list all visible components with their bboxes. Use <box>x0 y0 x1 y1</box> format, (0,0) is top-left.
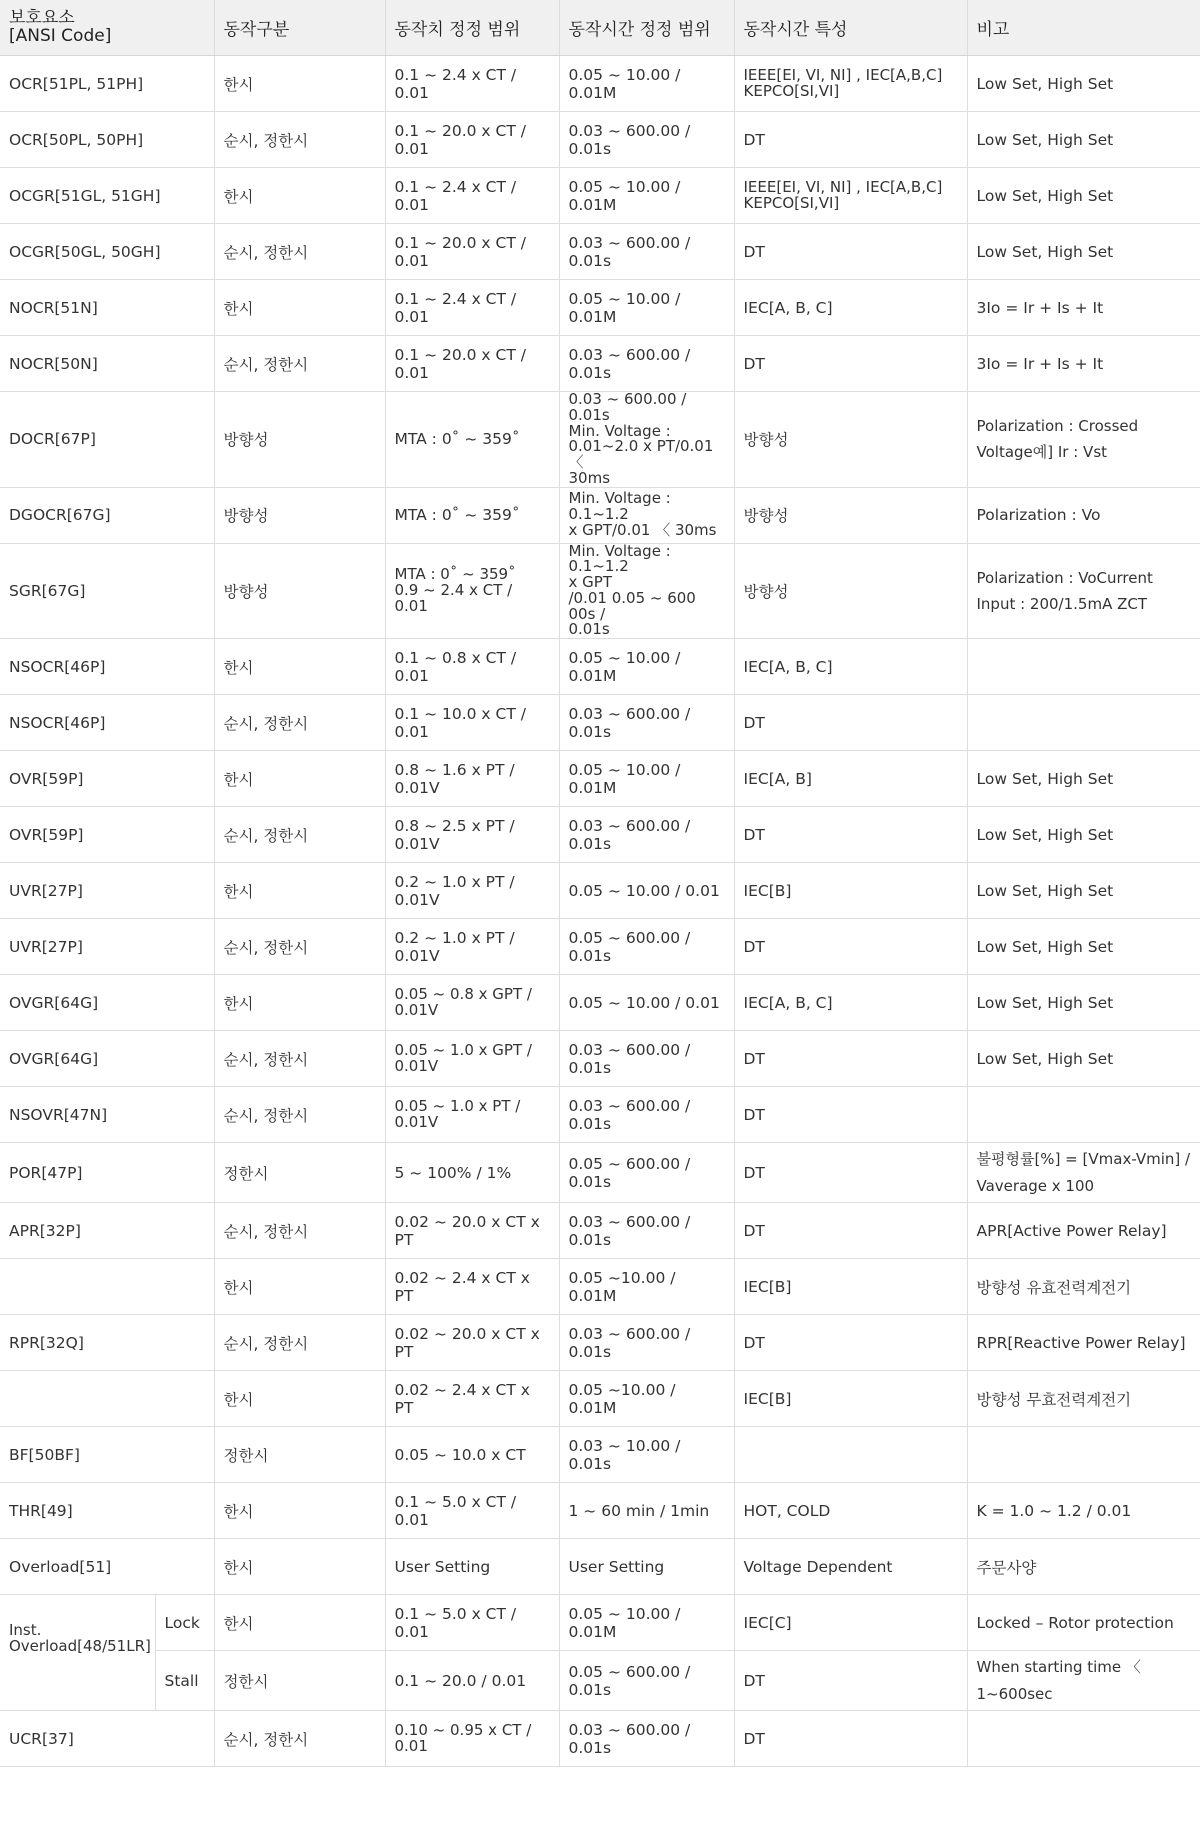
cell-time: 0.03 ~ 600.00 / 0.01s <box>559 224 734 280</box>
cell-type: 정한시 <box>214 1143 385 1203</box>
cell-range: 0.05 ~ 1.0 x GPT / 0.01V <box>385 1031 559 1087</box>
cell-range: 0.10 ~ 0.95 x CT / 0.01 <box>385 1711 559 1767</box>
cell-characteristic: IEC[A, B] <box>734 751 967 807</box>
cell-type: 한시 <box>214 863 385 919</box>
cell-remark: Low Set, High Set <box>967 863 1200 919</box>
cell-type: 순시, 정한시 <box>214 1031 385 1087</box>
table-row <box>0 56 1200 112</box>
table-row <box>0 1427 1200 1483</box>
cell-range: 0.02 ~ 20.0 x CT x PT <box>385 1203 559 1259</box>
cell-time: 0.05 ~ 10.00 / 0.01M <box>559 639 734 695</box>
cell-remark: RPR[Reactive Power Relay] <box>967 1315 1200 1371</box>
cell-type: 한시 <box>214 1483 385 1539</box>
table-row <box>0 1371 1200 1427</box>
cell-time: 0.05 ~ 600.00 / 0.01s <box>559 1651 734 1711</box>
cell-element: UCR[37] <box>0 1711 214 1767</box>
cell-type: 한시 <box>214 751 385 807</box>
header-type: 동작구분 <box>214 0 385 56</box>
cell-type: 방향성 <box>214 543 385 639</box>
cell-sub: Lock <box>155 1595 214 1651</box>
cell-time: 0.03 ~ 600.00 / 0.01s <box>559 336 734 392</box>
cell-element: NSOVR[47N] <box>0 1087 214 1143</box>
cell-element <box>0 1371 214 1427</box>
cell-characteristic: Voltage Dependent <box>734 1539 967 1595</box>
cell-type: 한시 <box>214 1259 385 1315</box>
cell-range: 0.02 ~ 20.0 x CT x PT <box>385 1315 559 1371</box>
cell-element: OVGR[64G] <box>0 1031 214 1087</box>
cell-characteristic: IEC[A, B, C] <box>734 639 967 695</box>
cell-characteristic: DT <box>734 336 967 392</box>
table-row <box>0 1711 1200 1767</box>
cell-remark: K = 1.0 ~ 1.2 / 0.01 <box>967 1483 1200 1539</box>
cell-time: 0.03 ~ 600.00 / 0.01s <box>559 1031 734 1087</box>
cell-remark: 3Io = Ir + Is + It <box>967 280 1200 336</box>
table-row <box>0 112 1200 168</box>
cell-remark: Polarization : Vo <box>967 487 1200 543</box>
cell-element: OCR[50PL, 50PH] <box>0 112 214 168</box>
cell-type: 순시, 정한시 <box>214 695 385 751</box>
cell-time: 0.05 ~ 600.00 / 0.01s <box>559 1143 734 1203</box>
cell-time: Min. Voltage : 0.1~1.2 x GPT/0.01 〈 30ms <box>559 487 734 543</box>
cell-time: 0.03 ~ 600.00 / 0.01s Min. Voltage : 0.01~2.0 x PT/0.01 〈 30ms <box>559 392 734 488</box>
cell-type: 순시, 정한시 <box>214 224 385 280</box>
cell-range: 0.02 ~ 2.4 x CT x PT <box>385 1259 559 1315</box>
cell-remark <box>967 1711 1200 1767</box>
cell-characteristic: DT <box>734 112 967 168</box>
cell-characteristic: IEC[A, B, C] <box>734 280 967 336</box>
table-row <box>0 1483 1200 1539</box>
table-row <box>0 487 1200 543</box>
cell-remark: 불평형률[%] = [Vmax-Vmin] / Vaverage x 100 <box>967 1143 1200 1203</box>
cell-remark <box>967 639 1200 695</box>
header-element: 보호요소 [ANSI Code] <box>0 0 214 56</box>
table-row <box>0 280 1200 336</box>
cell-element <box>0 1259 214 1315</box>
table-row <box>0 1315 1200 1371</box>
cell-range: 0.1 ~ 20.0 / 0.01 <box>385 1651 559 1711</box>
cell-element: NOCR[51N] <box>0 280 214 336</box>
table-row <box>0 639 1200 695</box>
cell-element: UVR[27P] <box>0 919 214 975</box>
table-row <box>0 1031 1200 1087</box>
cell-characteristic: 방향성 <box>734 392 967 488</box>
cell-remark <box>967 695 1200 751</box>
cell-characteristic: DT <box>734 224 967 280</box>
cell-element: DOCR[67P] <box>0 392 214 488</box>
cell-characteristic: IEEE[EI, VI, NI] , IEC[A,B,C] KEPCO[SI,VI] <box>734 168 967 224</box>
table-row <box>0 543 1200 639</box>
cell-range: 0.05 ~ 1.0 x PT / 0.01V <box>385 1087 559 1143</box>
cell-time: 0.05 ~ 10.00 / 0.01M <box>559 1595 734 1651</box>
cell-time: 0.05 ~ 10.00 / 0.01M <box>559 280 734 336</box>
cell-characteristic: DT <box>734 1711 967 1767</box>
header-remark: 비고 <box>967 0 1200 56</box>
cell-range: 0.1 ~ 20.0 x CT / 0.01 <box>385 224 559 280</box>
cell-type: 한시 <box>214 975 385 1031</box>
cell-range: 0.1 ~ 10.0 x CT / 0.01 <box>385 695 559 751</box>
cell-range: User Setting <box>385 1539 559 1595</box>
table-row <box>0 224 1200 280</box>
table-row <box>0 168 1200 224</box>
cell-time: 0.03 ~ 600.00 / 0.01s <box>559 1711 734 1767</box>
cell-characteristic: DT <box>734 919 967 975</box>
cell-remark: Locked – Rotor protection <box>967 1595 1200 1651</box>
cell-type: 순시, 정한시 <box>214 919 385 975</box>
cell-time: 0.05 ~ 600.00 / 0.01s <box>559 919 734 975</box>
cell-element: NOCR[50N] <box>0 336 214 392</box>
cell-type: 정한시 <box>214 1651 385 1711</box>
cell-characteristic: DT <box>734 1031 967 1087</box>
header-range: 동작치 정정 범위 <box>385 0 559 56</box>
cell-type: 한시 <box>214 1595 385 1651</box>
cell-range: MTA : 0˚ ~ 359˚ <box>385 392 559 488</box>
table-row <box>0 336 1200 392</box>
cell-remark: Low Set, High Set <box>967 168 1200 224</box>
cell-element: OVGR[64G] <box>0 975 214 1031</box>
cell-range: 0.1 ~ 2.4 x CT / 0.01 <box>385 56 559 112</box>
table-row <box>0 919 1200 975</box>
cell-time: 0.03 ~ 10.00 / 0.01s <box>559 1427 734 1483</box>
cell-time: User Setting <box>559 1539 734 1595</box>
cell-type: 한시 <box>214 1371 385 1427</box>
table-row <box>0 1595 1200 1651</box>
cell-range: 0.05 ~ 10.0 x CT <box>385 1427 559 1483</box>
cell-characteristic: IEC[B] <box>734 1371 967 1427</box>
cell-type: 한시 <box>214 280 385 336</box>
cell-element: THR[49] <box>0 1483 214 1539</box>
cell-characteristic: DT <box>734 1315 967 1371</box>
table-row <box>0 1203 1200 1259</box>
cell-time: Min. Voltage : 0.1~1.2 x GPT /0.01 0.05 ~ 600 00s / 0.01s <box>559 543 734 639</box>
cell-element: Inst. Overload[48/51LR] <box>0 1595 155 1711</box>
cell-characteristic: IEC[C] <box>734 1595 967 1651</box>
table-row <box>0 1259 1200 1315</box>
cell-remark: 방향성 무효전력계전기 <box>967 1371 1200 1427</box>
cell-type: 순시, 정한시 <box>214 1087 385 1143</box>
cell-time: 0.05 ~ 10.00 / 0.01 <box>559 863 734 919</box>
cell-range: 0.1 ~ 20.0 x CT / 0.01 <box>385 112 559 168</box>
cell-time: 1 ~ 60 min / 1min <box>559 1483 734 1539</box>
cell-element: RPR[32Q] <box>0 1315 214 1371</box>
cell-range: 0.1 ~ 0.8 x CT / 0.01 <box>385 639 559 695</box>
cell-element: DGOCR[67G] <box>0 487 214 543</box>
cell-time: 0.03 ~ 600.00 / 0.01s <box>559 112 734 168</box>
cell-characteristic: IEEE[EI, VI, NI] , IEC[A,B,C] KEPCO[SI,VI] <box>734 56 967 112</box>
cell-characteristic: IEC[B] <box>734 863 967 919</box>
table-row <box>0 1651 1200 1711</box>
cell-range: 0.2 ~ 1.0 x PT / 0.01V <box>385 919 559 975</box>
cell-range: 0.2 ~ 1.0 x PT / 0.01V <box>385 863 559 919</box>
cell-range: 0.1 ~ 2.4 x CT / 0.01 <box>385 280 559 336</box>
cell-remark: 3Io = Ir + Is + It <box>967 336 1200 392</box>
cell-characteristic: DT <box>734 1143 967 1203</box>
cell-range: MTA : 0˚ ~ 359˚ 0.9 ~ 2.4 x CT / 0.01 <box>385 543 559 639</box>
cell-characteristic: DT <box>734 1203 967 1259</box>
cell-type: 순시, 정한시 <box>214 807 385 863</box>
cell-element: APR[32P] <box>0 1203 214 1259</box>
header-characteristic: 동작시간 특성 <box>734 0 967 56</box>
cell-element: OCR[51PL, 51PH] <box>0 56 214 112</box>
table-row <box>0 1143 1200 1203</box>
cell-range: 0.8 ~ 2.5 x PT / 0.01V <box>385 807 559 863</box>
cell-element: BF[50BF] <box>0 1427 214 1483</box>
cell-time: 0.03 ~ 600.00 / 0.01s <box>559 695 734 751</box>
cell-characteristic: IEC[A, B, C] <box>734 975 967 1031</box>
cell-range: 0.02 ~ 2.4 x CT x PT <box>385 1371 559 1427</box>
cell-type: 순시, 정한시 <box>214 112 385 168</box>
table-header-row <box>0 0 1200 56</box>
cell-element: OCGR[50GL, 50GH] <box>0 224 214 280</box>
cell-remark <box>967 1087 1200 1143</box>
cell-remark <box>967 1427 1200 1483</box>
table-row <box>0 975 1200 1031</box>
cell-characteristic: IEC[B] <box>734 1259 967 1315</box>
table-row <box>0 392 1200 488</box>
cell-type: 방향성 <box>214 487 385 543</box>
cell-characteristic: DT <box>734 807 967 863</box>
cell-type: 순시, 정한시 <box>214 1711 385 1767</box>
cell-type: 한시 <box>214 56 385 112</box>
cell-remark: 방향성 유효전력계전기 <box>967 1259 1200 1315</box>
cell-characteristic: DT <box>734 695 967 751</box>
cell-characteristic: 방향성 <box>734 543 967 639</box>
cell-time: 0.05 ~10.00 / 0.01M <box>559 1259 734 1315</box>
cell-remark: Low Set, High Set <box>967 56 1200 112</box>
cell-element: SGR[67G] <box>0 543 214 639</box>
cell-time: 0.05 ~10.00 / 0.01M <box>559 1371 734 1427</box>
cell-type: 한시 <box>214 168 385 224</box>
cell-remark: APR[Active Power Relay] <box>967 1203 1200 1259</box>
cell-type: 한시 <box>214 1539 385 1595</box>
cell-element: OVR[59P] <box>0 751 214 807</box>
cell-time: 0.05 ~ 10.00 / 0.01M <box>559 168 734 224</box>
cell-element: NSOCR[46P] <box>0 695 214 751</box>
cell-time: 0.03 ~ 600.00 / 0.01s <box>559 1203 734 1259</box>
table-row <box>0 695 1200 751</box>
cell-remark: Polarization : VoCurrent Input : 200/1.5mA ZCT <box>967 543 1200 639</box>
cell-type: 방향성 <box>214 392 385 488</box>
cell-remark: Low Set, High Set <box>967 224 1200 280</box>
cell-remark: Low Set, High Set <box>967 807 1200 863</box>
cell-time: 0.05 ~ 10.00 / 0.01 <box>559 975 734 1031</box>
cell-type: 순시, 정한시 <box>214 1315 385 1371</box>
table-row <box>0 807 1200 863</box>
cell-remark: Low Set, High Set <box>967 975 1200 1031</box>
cell-type: 순시, 정한시 <box>214 1203 385 1259</box>
cell-element: Overload[51] <box>0 1539 214 1595</box>
table-row <box>0 1087 1200 1143</box>
cell-range: 0.8 ~ 1.6 x PT / 0.01V <box>385 751 559 807</box>
cell-time: 0.03 ~ 600.00 / 0.01s <box>559 807 734 863</box>
table-row <box>0 1539 1200 1595</box>
header-time: 동작시간 정정 범위 <box>559 0 734 56</box>
cell-characteristic <box>734 1427 967 1483</box>
cell-type: 정한시 <box>214 1427 385 1483</box>
cell-characteristic: HOT, COLD <box>734 1483 967 1539</box>
cell-element: OVR[59P] <box>0 807 214 863</box>
cell-characteristic: 방향성 <box>734 487 967 543</box>
cell-remark: 주문사양 <box>967 1539 1200 1595</box>
cell-sub: Stall <box>155 1651 214 1711</box>
cell-element: NSOCR[46P] <box>0 639 214 695</box>
cell-element: OCGR[51GL, 51GH] <box>0 168 214 224</box>
cell-range: 5 ~ 100% / 1% <box>385 1143 559 1203</box>
cell-range: 0.05 ~ 0.8 x GPT / 0.01V <box>385 975 559 1031</box>
table-row <box>0 751 1200 807</box>
cell-remark: Low Set, High Set <box>967 1031 1200 1087</box>
cell-time: 0.05 ~ 10.00 / 0.01M <box>559 751 734 807</box>
cell-element: POR[47P] <box>0 1143 214 1203</box>
cell-remark: Low Set, High Set <box>967 112 1200 168</box>
cell-time: 0.05 ~ 10.00 / 0.01M <box>559 56 734 112</box>
cell-type: 순시, 정한시 <box>214 336 385 392</box>
cell-range: 0.1 ~ 2.4 x CT / 0.01 <box>385 168 559 224</box>
cell-element: UVR[27P] <box>0 863 214 919</box>
cell-characteristic: DT <box>734 1087 967 1143</box>
cell-time: 0.03 ~ 600.00 / 0.01s <box>559 1315 734 1371</box>
cell-range: 0.1 ~ 20.0 x CT / 0.01 <box>385 336 559 392</box>
cell-remark: Polarization : Crossed Voltage예] Ir : Vst <box>967 392 1200 488</box>
cell-remark: Low Set, High Set <box>967 919 1200 975</box>
table-row <box>0 863 1200 919</box>
cell-range: 0.1 ~ 5.0 x CT / 0.01 <box>385 1483 559 1539</box>
cell-time: 0.03 ~ 600.00 / 0.01s <box>559 1087 734 1143</box>
cell-characteristic: DT <box>734 1651 967 1711</box>
cell-remark: When starting time 〈 1~600sec <box>967 1651 1200 1711</box>
cell-type: 한시 <box>214 639 385 695</box>
cell-range: 0.1 ~ 5.0 x CT / 0.01 <box>385 1595 559 1651</box>
cell-remark: Low Set, High Set <box>967 751 1200 807</box>
cell-range: MTA : 0˚ ~ 359˚ <box>385 487 559 543</box>
